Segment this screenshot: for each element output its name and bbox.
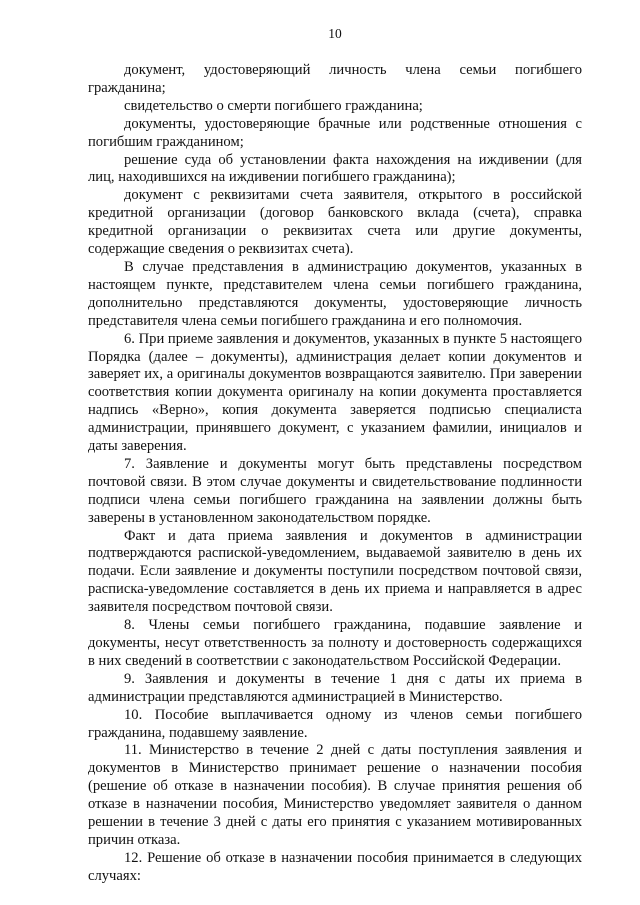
page-number: 10 (328, 26, 342, 41)
paragraph: В случае представления в администрацию документов, указанных в настоящем пункте, представителем члена семьи погибшего гражданина, дополнительно представляются документы, удостоверяющие личность представителя члена семьи погибшего гражданина и его полномочия. (88, 258, 582, 329)
paragraph: 11. Министерство в течение 2 дней с даты поступления заявления и документов в Министерство принимает решение о назначении пособия (решение об отказе в назначении пособия). В случае принятия решения об отказе в назначении пособия, Министерство уведомляет заявителя о данном решении в течение 3 дней с даты его принятия с указанием мотивированных причин отказа. (88, 742, 582, 848)
paragraph: 10. Пособие выплачивается одному из членов семьи погибшего гражданина, подавшему заявление. (88, 706, 582, 741)
paragraph: документы, удостоверяющие брачные или родственные отношения с погибшим гражданином; (88, 115, 582, 150)
paragraph: 6. При приеме заявления и документов, указанных в пункте 5 настоящего Порядка (далее – документы), администрация делает копии документов и заверяет их, а оригиналы документов возвращаются заявителю. При заверении соответствия копии документа оригиналу на копии документа проставляется надпись «Верно», копия документа заверяется подписью специалиста администрации, принявшего документ, с указанием фамилии, инициалов и даты заверения. (88, 330, 582, 455)
paragraph: решение суда об установлении факта нахождения на иждивении (для лиц, находившихся на иждивении погибшего гражданина); (88, 151, 582, 186)
paragraph: 9. Заявления и документы в течение 1 дня с даты их приема в администрации представляются администрацией в Министерство. (88, 670, 582, 705)
paragraph: свидетельство о смерти погибшего гражданина; (124, 97, 423, 114)
paragraph: документ с реквизитами счета заявителя, открытого в российской кредитной организации (договор банковского вклада (счета), справка кредитной организации о реквизитах счета или другие документы, содержащие сведения о реквизитах счета). (88, 187, 582, 258)
paragraph: 12. Решение об отказе в назначении пособия принимается в следующих случаях: (88, 849, 582, 884)
paragraph: Факт и дата приема заявления и документов в администрации подтверждаются распиской-уведомлением, выдаваемой заявителю в день их подачи. Если заявление и документы поступили посредством почтовой связи, расписка-уведомление составляется в день их приема и направляется в адрес заявителя посредством почтовой связи. (88, 527, 582, 616)
paragraph: 8. Члены семьи погибшего гражданина, подавшие заявление и документы, несут ответственность за полноту и достоверность содержащихся в них сведений в соответствии с законодательством Российской Федерации. (88, 617, 582, 669)
paragraph: документ, удостоверяющий личность члена семьи погибшего гражданина; (88, 62, 582, 96)
paragraph: 7. Заявление и документы могут быть представлены посредством почтовой связи. В этом случае документы и свидетельствование подлинности подписи члена семьи погибшего гражданина на заявлении должны быть заверены в установленном законодательством порядке. (88, 455, 582, 526)
document-body (88, 62, 582, 886)
